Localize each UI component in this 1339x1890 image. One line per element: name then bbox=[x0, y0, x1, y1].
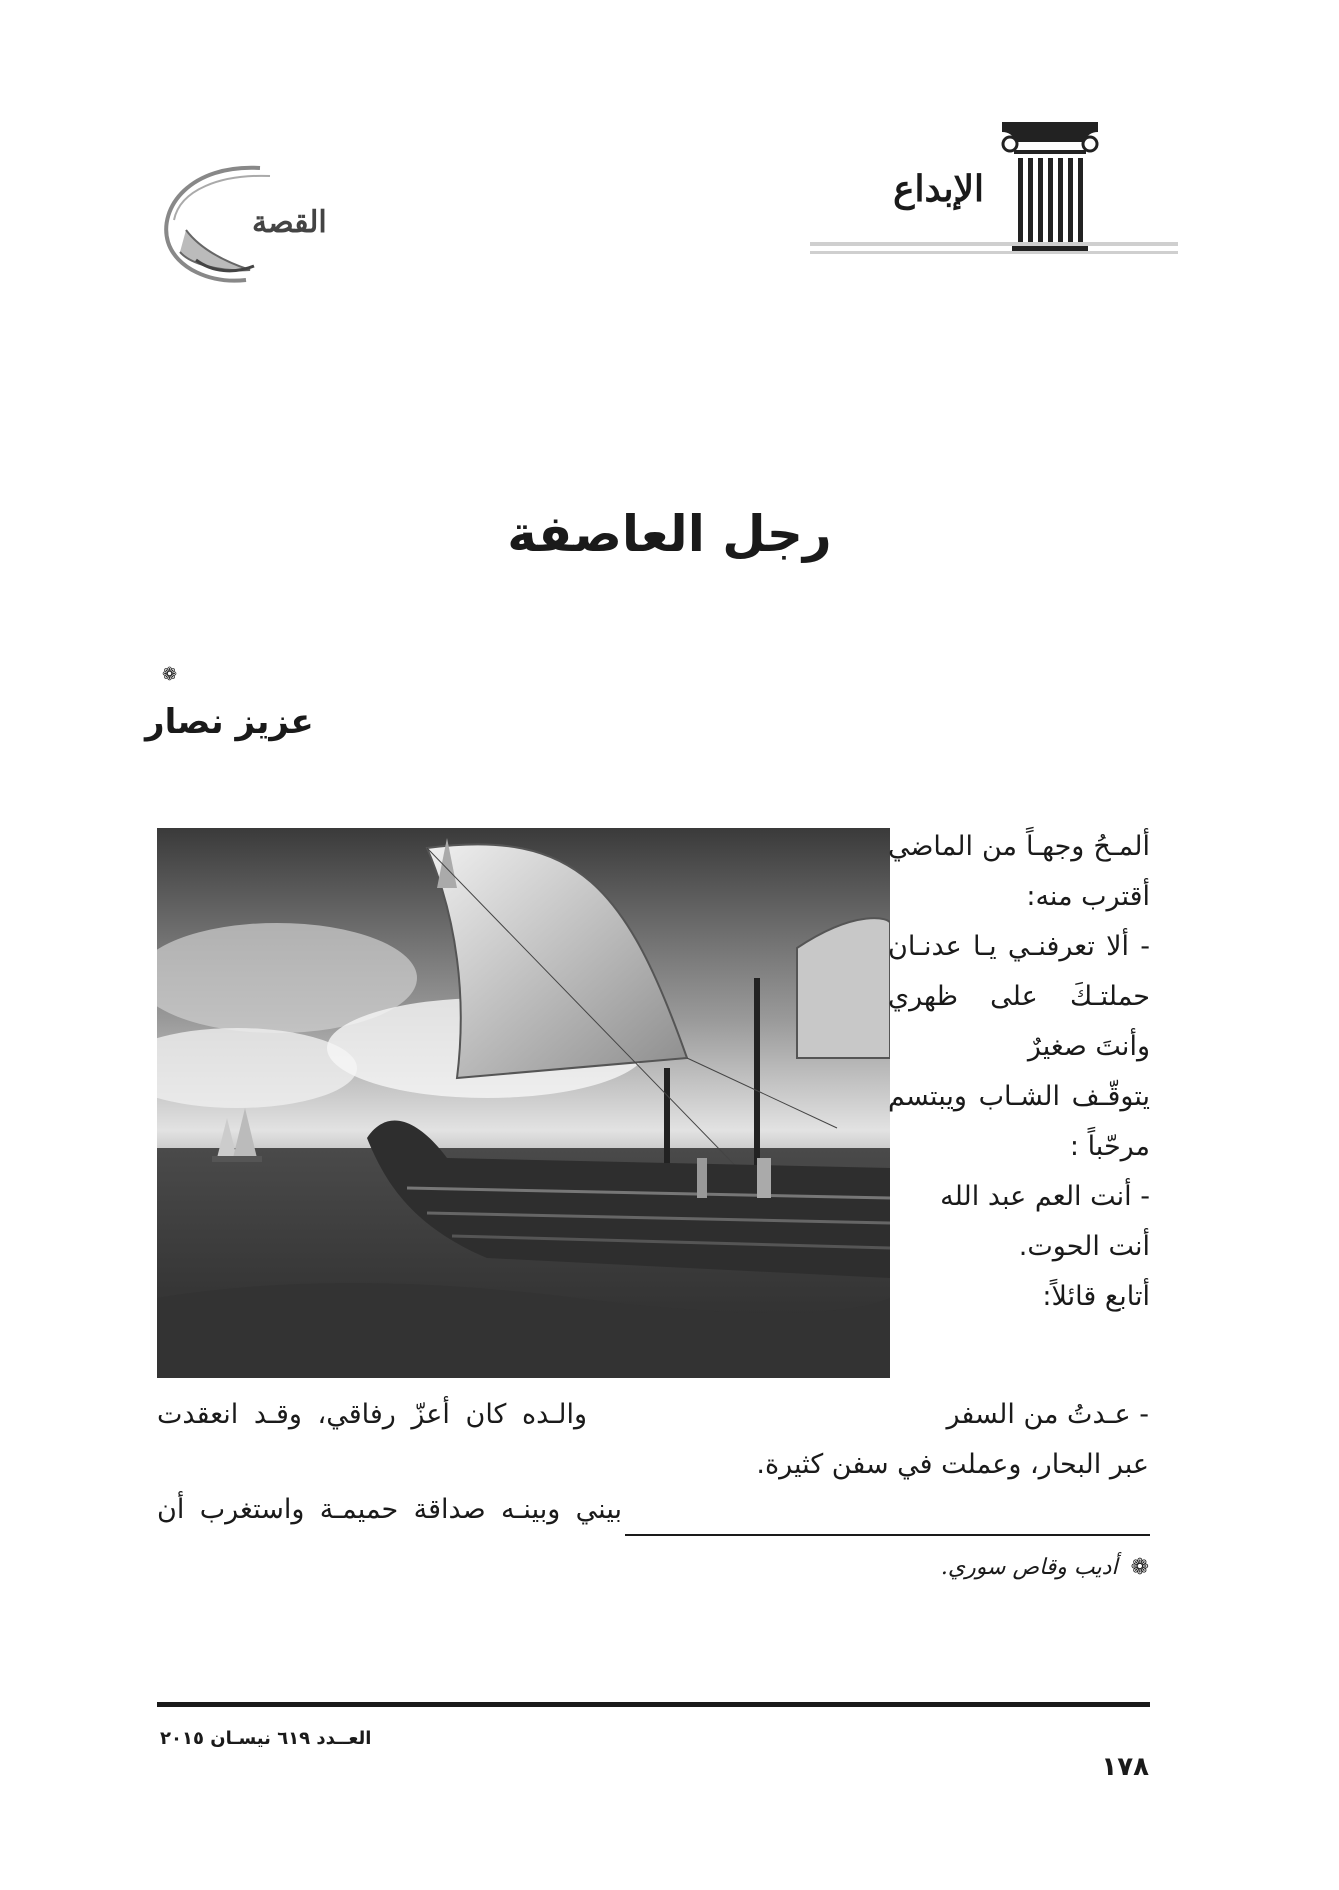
body-line: عبر البحار، وعملت في سفن كثيرة. bbox=[756, 1449, 1149, 1480]
author-marker-icon: ❁ bbox=[162, 664, 178, 685]
ship-photo bbox=[157, 828, 890, 1378]
footnote-rule bbox=[625, 1534, 1150, 1536]
footnote bbox=[941, 1555, 1149, 1580]
footnote-marker-icon: ❁ bbox=[1130, 1555, 1149, 1580]
body-paragraph: يتوقّـف الشـاب ويبتسم مرحّباً : bbox=[888, 1081, 1150, 1162]
body-paragraph: ألمـحُ وجهـاً من الماضي أقترب منه: bbox=[888, 831, 1150, 912]
footer-rule bbox=[157, 1702, 1150, 1707]
body-line: - عـدتُ من السفر bbox=[946, 1399, 1149, 1430]
issue-info: العــدد ٦١٩ نيسـان ٢٠١٥ bbox=[160, 1728, 372, 1749]
body-paragraph: - أنت العم عبد الله bbox=[940, 1181, 1150, 1212]
article-title: رجل العاصفة bbox=[507, 505, 832, 563]
body-column bbox=[888, 822, 1150, 1322]
body-line: والـده كان أعزّ رفاقي، وقـد انعقدت bbox=[157, 1399, 587, 1430]
author-name: عزيز نصار bbox=[145, 702, 314, 742]
body-line: بيني وبينـه صداقة حميمـة واستغرب أن bbox=[157, 1494, 622, 1525]
page-number: ١٧٨ bbox=[1101, 1752, 1149, 1782]
body-paragraph: - ألا تعرفنـي يـا عدنـان حملتـكَ على ظهري وأنتَ صغيرٌ bbox=[888, 931, 1150, 1062]
header-rule bbox=[810, 242, 1178, 246]
section-label: الإبداع bbox=[893, 168, 984, 210]
genre-label: القصة bbox=[252, 205, 327, 240]
body-paragraph: أنت الحوت. bbox=[1018, 1231, 1150, 1262]
header-rule-secondary bbox=[810, 251, 1178, 254]
section-logo bbox=[810, 126, 1170, 258]
body-paragraph: أتابع قائلاً: bbox=[1042, 1281, 1150, 1312]
column-icon bbox=[1000, 118, 1100, 258]
footnote-text: أديب وقاص سوري. bbox=[940, 1555, 1118, 1580]
